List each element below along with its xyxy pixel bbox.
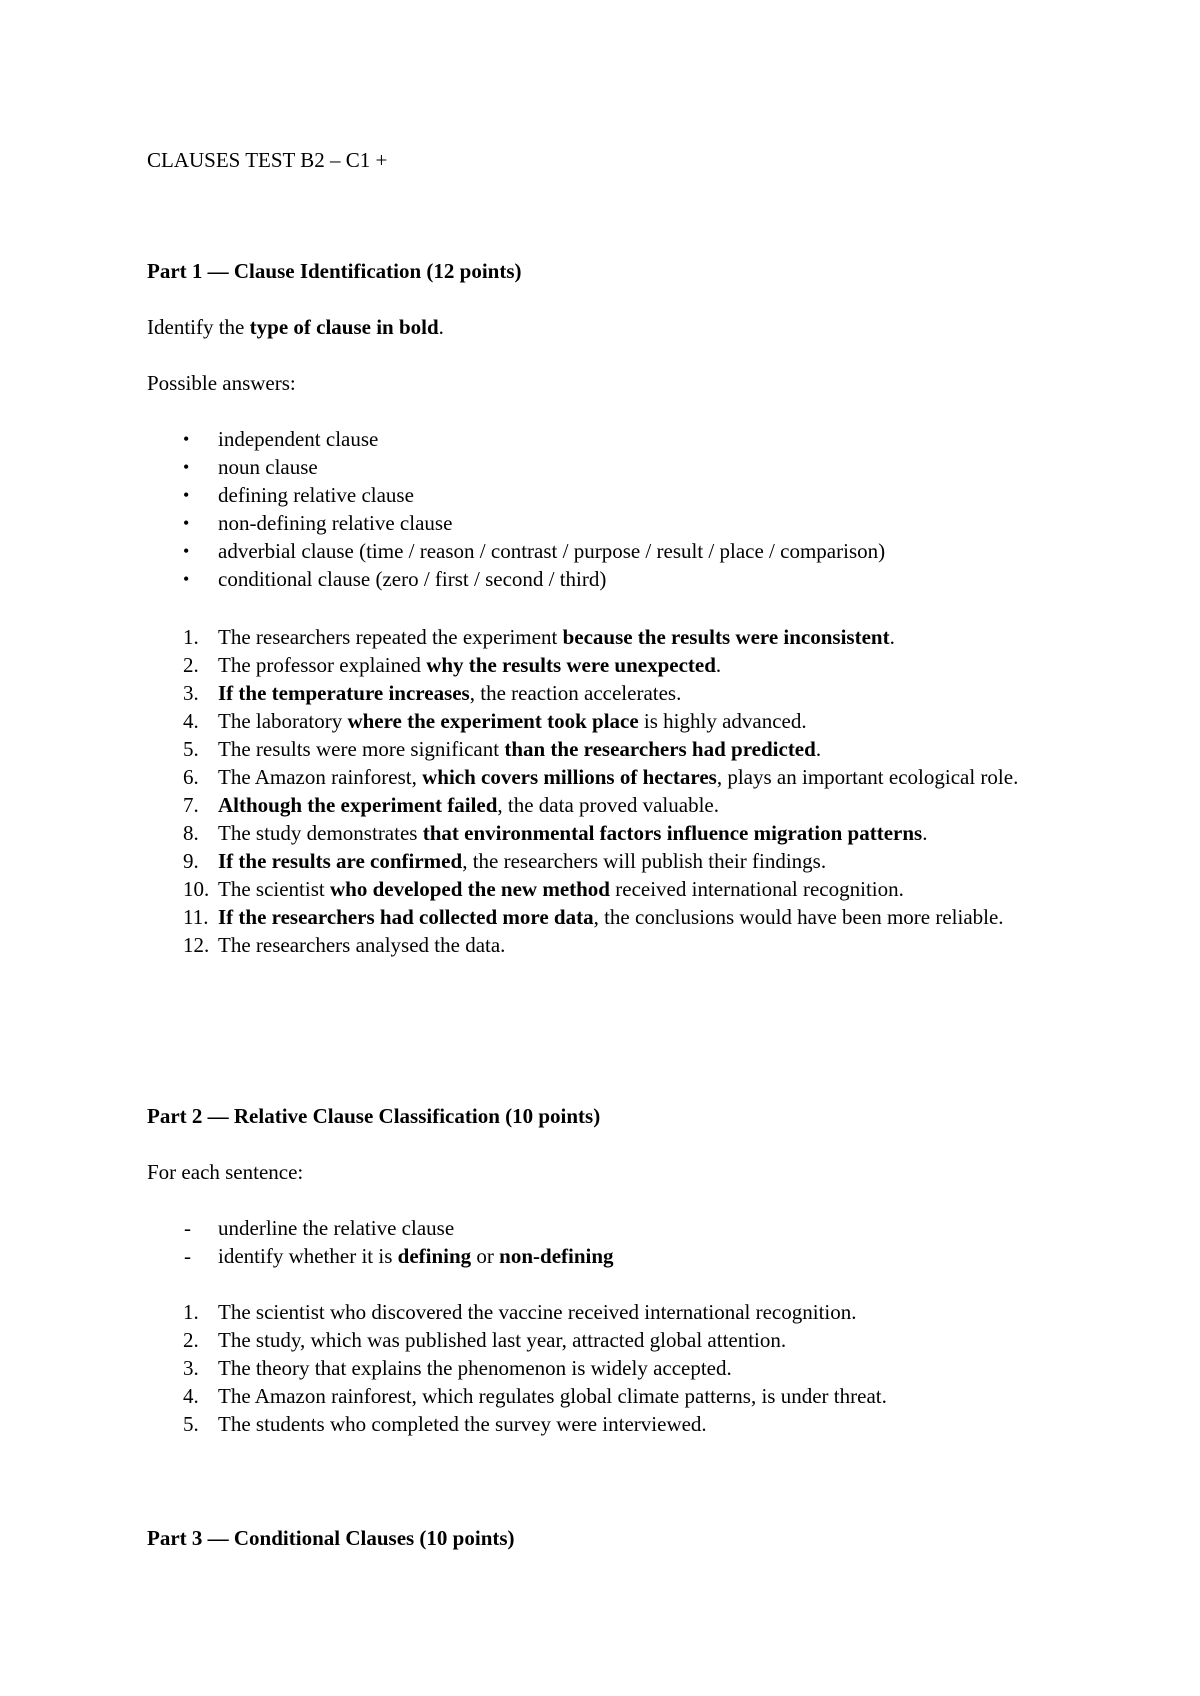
question-item: 2. The professor explained why the results were unexpected. bbox=[183, 653, 722, 677]
document-title: CLAUSES TEST B2 – C1 + bbox=[147, 148, 388, 172]
bullet-icon: • bbox=[183, 457, 190, 477]
dash-icon: - bbox=[184, 1216, 191, 1240]
part2-heading: Part 2 — Relative Clause Classification (10 points) bbox=[147, 1104, 601, 1128]
bullet-icon: • bbox=[183, 429, 190, 449]
question-item: 1. The researchers repeated the experiment because the results were inconsistent. bbox=[183, 625, 895, 649]
list-item: • non-defining relative clause bbox=[183, 511, 453, 535]
possible-answers-label: Possible answers: bbox=[147, 371, 296, 395]
question-item: 3. If the temperature increases, the reaction accelerates. bbox=[183, 681, 682, 705]
list-item: • noun clause bbox=[183, 455, 318, 479]
dash-icon: - bbox=[184, 1244, 191, 1268]
bullet-icon: • bbox=[183, 541, 190, 561]
list-item: • adverbial clause (time / reason / contrast / purpose / result / place / comparison) bbox=[183, 539, 886, 563]
part2-questions bbox=[147, 1298, 1067, 1438]
part1-instruction: Identify the type of clause in bold. bbox=[147, 315, 444, 339]
answer-options-list bbox=[147, 425, 1067, 593]
question-item: 3. The theory that explains the phenomenon is widely accepted. bbox=[183, 1356, 732, 1380]
bullet-icon: • bbox=[183, 569, 190, 589]
question-item: 12. The researchers analysed the data. bbox=[183, 933, 506, 957]
list-item: - identify whether it is defining or non-defining bbox=[184, 1244, 614, 1268]
question-item: 2. The study, which was published last year, attracted global attention. bbox=[183, 1328, 787, 1352]
part2-instruction: For each sentence: bbox=[147, 1160, 304, 1184]
question-item: 11. If the researchers had collected more data, the conclusions would have been more reliable. bbox=[183, 905, 1004, 929]
bullet-icon: • bbox=[183, 485, 190, 505]
list-item: - underline the relative clause bbox=[184, 1216, 455, 1240]
list-item: • defining relative clause bbox=[183, 483, 414, 507]
question-item: 6. The Amazon rainforest, which covers millions of hectares, plays an important ecological role. bbox=[183, 765, 1019, 789]
question-item: 9. If the results are confirmed, the researchers will publish their findings. bbox=[183, 849, 827, 873]
question-item: 4. The Amazon rainforest, which regulates global climate patterns, is under threat. bbox=[183, 1384, 887, 1408]
list-item: • conditional clause (zero / first / second / third) bbox=[183, 567, 607, 591]
part3-heading: Part 3 — Conditional Clauses (10 points) bbox=[147, 1526, 515, 1550]
question-item: 8. The study demonstrates that environmental factors influence migration patterns. bbox=[183, 821, 928, 845]
question-item: 10. The scientist who developed the new method received international recognition. bbox=[183, 877, 904, 901]
question-item: 7. Although the experiment failed, the data proved valuable. bbox=[183, 793, 719, 817]
question-item: 5. The students who completed the survey were interviewed. bbox=[183, 1412, 707, 1436]
part1-heading: Part 1 — Clause Identification (12 points) bbox=[147, 259, 522, 283]
part1-questions bbox=[147, 623, 1067, 959]
question-item: 4. The laboratory where the experiment took place is highly advanced. bbox=[183, 709, 807, 733]
part2-steps bbox=[147, 1214, 1067, 1270]
bullet-icon: • bbox=[183, 513, 190, 533]
question-item: 5. The results were more significant than the researchers had predicted. bbox=[183, 737, 822, 761]
question-item: 1. The scientist who discovered the vaccine received international recognition. bbox=[183, 1300, 857, 1324]
list-item: • independent clause bbox=[183, 427, 379, 451]
